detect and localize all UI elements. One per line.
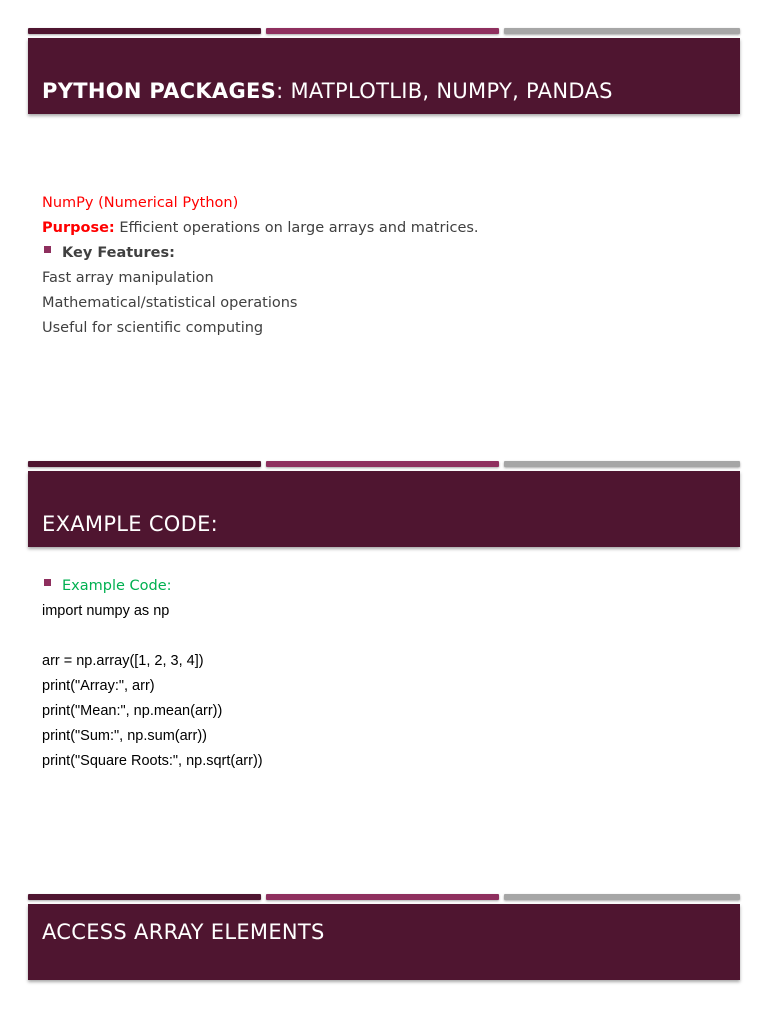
bullet-icon xyxy=(44,246,51,253)
feature-item: Fast array manipulation xyxy=(42,270,214,286)
key-features-label: Key Features: xyxy=(62,245,175,261)
slide2-title: EXAMPLE CODE: xyxy=(42,512,219,536)
numpy-heading: NumPy (Numerical Python) xyxy=(42,195,239,211)
slide1-title-rest: : MATPLOTLIB, NUMPY, PANDAS xyxy=(276,79,613,103)
accent-bar-dark xyxy=(28,461,261,467)
key-features-line xyxy=(42,241,479,266)
slide1-accent-bars xyxy=(28,28,740,36)
example-code-label: Example Code: xyxy=(62,578,172,594)
accent-bar-gray xyxy=(504,894,740,900)
code-line: print("Square Roots:", np.sqrt(arr)) xyxy=(42,753,263,769)
accent-bar-magenta xyxy=(266,461,499,467)
code-line-blank xyxy=(42,624,263,649)
purpose-text: Efficient operations on large arrays and matrices. xyxy=(114,220,479,236)
code-line: print("Array:", arr) xyxy=(42,678,155,694)
purpose-label: Purpose: xyxy=(42,220,115,236)
slide1-title-bold: PYTHON PACKAGES xyxy=(42,79,277,103)
accent-bar-gray xyxy=(504,28,740,34)
feature-item: Mathematical/statistical operations xyxy=(42,295,298,311)
code-line: print("Sum:", np.sum(arr)) xyxy=(42,728,207,744)
bullet-icon xyxy=(44,579,51,586)
purpose-line xyxy=(42,216,479,241)
code-block xyxy=(42,599,263,774)
slide1-title-banner xyxy=(28,38,740,114)
slide1-title xyxy=(42,79,613,103)
slide3-accent-bars xyxy=(28,894,740,902)
slide2-bullet xyxy=(42,574,172,599)
slide2-title-banner xyxy=(28,471,740,547)
accent-bar-magenta xyxy=(266,894,499,900)
slide2-accent-bars xyxy=(28,461,740,469)
feature-item: Useful for scientific computing xyxy=(42,320,264,336)
code-line: import numpy as np xyxy=(42,603,170,619)
accent-bar-gray xyxy=(504,461,740,467)
example-code-line xyxy=(42,574,172,599)
code-line: arr = np.array([1, 2, 3, 4]) xyxy=(42,653,204,669)
accent-bar-magenta xyxy=(266,28,499,34)
slide3-title-banner xyxy=(28,904,740,980)
accent-bar-dark xyxy=(28,894,261,900)
slide3-title: ACCESS ARRAY ELEMENTS xyxy=(42,920,325,944)
slide1-body xyxy=(42,191,479,341)
accent-bar-dark xyxy=(28,28,261,34)
code-line: print("Mean:", np.mean(arr)) xyxy=(42,703,223,719)
